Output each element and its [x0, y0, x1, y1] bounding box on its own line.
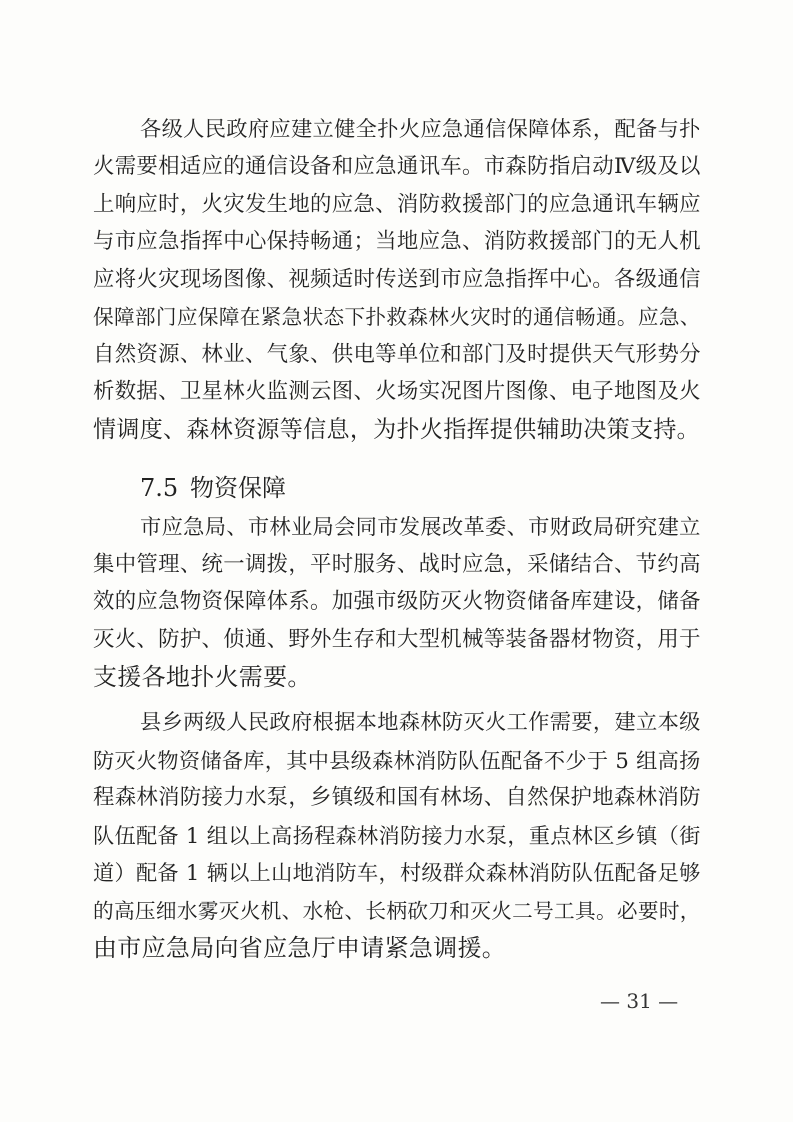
text-line: 由市应急局向省应急厅申请紧急调援。: [93, 934, 507, 962]
text-line: 的高压细水雾灭火机、水枪、长柄砍刀和灭火二号工具。必要时，: [93, 899, 701, 923]
text-line: 灭火、防护、侦通、野外生存和大型机械等装备器材物资，用于: [93, 627, 701, 652]
text-line: 保障部门应保障在紧急状态下扑救森林火灾时的通信畅通。应急、: [93, 305, 701, 329]
page-number: — 31 —: [600, 989, 679, 1013]
text-line: 程森林消防接力水泵，乡镇级和国有林场、自然保护地森林消防: [93, 785, 701, 810]
text-line: 集中管理、统一调拨，平时服务、战时应急，采储结合、节约高: [93, 552, 701, 577]
section-heading: [140, 468, 286, 508]
text-line: 应将火灾现场图像、视频适时传送到市应急指挥中心。各级通信: [93, 267, 701, 292]
text-line: 析数据、卫星林火监测云图、火场实况图片图像、电子地图及火: [93, 379, 701, 404]
section-title: 物资保障: [190, 474, 286, 502]
text-line: 市应急局、市林业局会同市发展改革委、市财政局研究建立: [140, 515, 701, 540]
text-line: 队伍配备 1 组以上高扬程森林消防接力水泵，重点林区乡镇（街: [93, 823, 701, 848]
text-line: 火需要相适应的通信设备和应急通讯车。市森防指启动Ⅳ级及以: [93, 154, 701, 179]
text-line: 各级人民政府应建立健全扑火应急通信保障体系，配备与扑: [140, 117, 701, 142]
text-line: 情调度、森林资源等信息，为扑火指挥提供辅助决策支持。: [93, 417, 701, 443]
text-line: 效的应急物资保障体系。加强市级防灭火物资储备库建设，储备: [93, 589, 701, 614]
text-line: 道）配备 1 辆以上山地消防车，村级群众森林消防队伍配备足够: [93, 860, 701, 885]
section-number: 7.5: [140, 474, 179, 502]
text-line: 与市应急指挥中心保持畅通；当地应急、消防救援部门的无人机: [93, 229, 701, 254]
text-line: 支援各地扑火需要。: [93, 663, 312, 691]
text-line: 上响应时，火灾发生地的应急、消防救援部门的应急通讯车辆应: [93, 192, 701, 217]
text-line: 防灭火物资储备库，其中县级森林消防队伍配备不少于 5 组高扬: [93, 748, 701, 773]
text-line: 县乡两级人民政府根据本地森林防灭火工作需要，建立本级: [140, 710, 701, 735]
text-line: 自然资源、林业、气象、供电等单位和部门及时提供天气形势分: [93, 342, 701, 367]
